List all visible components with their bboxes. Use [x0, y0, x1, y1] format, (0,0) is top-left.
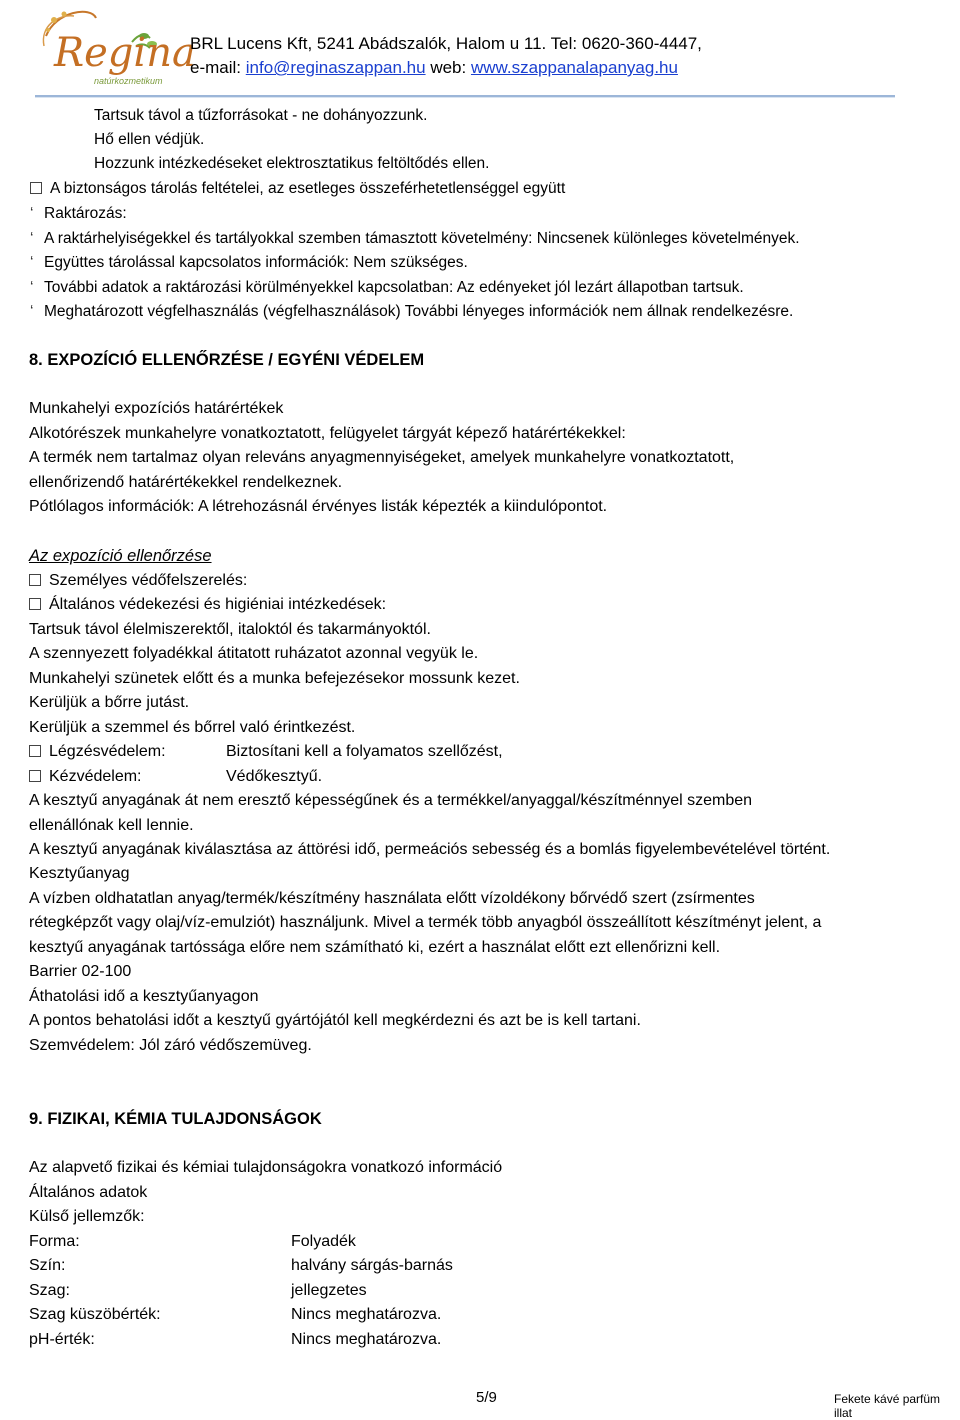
- s9-line: Általános adatok: [29, 1184, 148, 1201]
- protection-label: Kézvédelem:: [49, 768, 142, 785]
- hygiene-line: Kerüljük a bőrre jutást.: [29, 694, 190, 711]
- glove-line: Barrier 02-100: [29, 963, 132, 980]
- s7-tick-item: [30, 251, 468, 276]
- property-value: Nincs meghatározva.: [291, 1331, 442, 1348]
- header-contact: [190, 57, 678, 79]
- protection-value: Védőkesztyű.: [226, 768, 323, 785]
- s8-line: Munkahelyi expozíciós határértékek: [29, 400, 284, 417]
- hygiene-line: Munkahelyi szünetek előtt és a munka befejezésekor mossunk kezet.: [29, 670, 520, 687]
- glove-line: ellenállónak kell lennie.: [29, 817, 194, 834]
- s8-bullet-item: [29, 593, 386, 618]
- header-address: BRL Lucens Kft, 5241 Abádszalók, Halom u 11. Tel: 0620-360-4447,: [190, 34, 702, 53]
- s8-line: A termék nem tartalmaz olyan releváns anyagmennyiségeket, amelyek munkahelyre vonatkoztatott,: [29, 449, 735, 466]
- s8-bullet-text: Személyes védőfelszerelés:: [49, 572, 248, 589]
- s7-tick-text: Raktározás:: [44, 205, 127, 222]
- s7-tick-text: A raktárhelyiségekkel és tartályokkal szemben támasztott követelmény: Nincsenek különleges követelmények.: [44, 230, 800, 247]
- s7-tick-item: [30, 202, 127, 227]
- tick-bullet-icon: ‘: [30, 254, 34, 271]
- glove-line: rétegképzőt vagy olaj/víz-emulziót) használjunk. Mivel a termék több anyagból összeállított készítményt jelent, a: [29, 914, 822, 931]
- checkbox-bullet-icon: [29, 745, 41, 757]
- email-label: e-mail:: [190, 58, 242, 77]
- tick-bullet-icon: ‘: [30, 205, 34, 222]
- protection-row: [29, 765, 142, 790]
- page-number: 5/9: [476, 1389, 497, 1406]
- s7-bullet-item: [30, 177, 565, 202]
- hygiene-line: A szennyezett folyadékkal átitatott ruházatot azonnal vegyük le.: [29, 645, 479, 662]
- glove-line: Áthatolási idő a kesztyűanyagon: [29, 988, 259, 1005]
- web-link[interactable]: www.szappanalapanyag.hu: [470, 58, 678, 77]
- glove-line: A kesztyű anyagának kiválasztása az áttörési idő, permeációs sebesség és a bomlás figyelembevételével történt.: [29, 841, 831, 858]
- s7-tick-text: Együttes tárolással kapcsolatos információk: Nem szükséges.: [44, 254, 468, 271]
- protection-label: Légzésvédelem:: [49, 743, 166, 760]
- s8-line: Alkotórészek munkahelyre vonatkoztatott, felügyelet tárgyát képező határértékekkel:: [29, 425, 626, 442]
- glove-line: Kesztyűanyag: [29, 865, 130, 882]
- property-value: jellegzetes: [291, 1282, 367, 1299]
- checkbox-bullet-icon: [30, 182, 42, 194]
- property-label: Szag küszöbérték:: [29, 1306, 161, 1323]
- s8-bullet-text: Általános védekezési és higiéniai intézkedések:: [49, 596, 387, 613]
- s7-bullet-text: A biztonságos tárolás feltételei, az esetleges összeférhetetlenséggel együtt: [50, 180, 566, 197]
- logo-subtext: natúrkozmetikum: [94, 76, 163, 86]
- checkbox-bullet-icon: [29, 574, 41, 586]
- exposure-control-subheading: Az expozíció ellenőrzése: [29, 547, 212, 565]
- protection-value: Biztosítani kell a folyamatos szellőzést,: [226, 743, 503, 760]
- s7-tick-item: [30, 276, 744, 301]
- s8-line: Pótlólagos információk: A létrehozásnál érvényes listák képezték a kiindulópontot.: [29, 498, 608, 515]
- property-value: Nincs meghatározva.: [291, 1306, 442, 1323]
- glove-line: kesztyű anyagának tartóssága előre nem számítható ki, ezért a használat előtt ezt ellenőrizni kell.: [29, 939, 721, 956]
- tick-bullet-icon: ‘: [30, 230, 34, 247]
- checkbox-bullet-icon: [29, 770, 41, 782]
- s7-tick-text: További adatok a raktározási körülményekkel kapcsolatban: Az edényeket jól lezárt állapotban tartsuk.: [44, 279, 744, 296]
- property-label: Szag:: [29, 1282, 70, 1299]
- header-divider-shadow: [35, 97, 895, 98]
- s8-bullet-item: [29, 569, 247, 594]
- section8-heading: 8. EXPOZÍCIÓ ELLENŐRZÉSE / EGYÉNI VÉDELEM: [29, 351, 425, 369]
- property-value: Folyadék: [291, 1233, 356, 1250]
- s7-tick-item: [30, 227, 800, 252]
- s7-line-2: Hő ellen védjük.: [94, 131, 205, 148]
- email-link[interactable]: info@reginaszappan.hu: [245, 58, 426, 77]
- s7-line-3: Hozzunk intézkedéseket elektrosztatikus feltöltődés ellen.: [94, 155, 490, 172]
- s7-line-1: Tartsuk távol a tűzforrásokat - ne dohányozzunk.: [94, 107, 428, 124]
- glove-line: A pontos behatolási időt a kesztyű gyártójától kell megkérdezni és azt be is kell tartani.: [29, 1012, 641, 1029]
- s8-line: ellenőrizendő határértékekkel rendelkeznek.: [29, 474, 343, 491]
- web-label: web:: [430, 58, 467, 77]
- hygiene-line: Tartsuk távol élelmiszerektől, italoktól és takarmányoktól.: [29, 621, 431, 638]
- checkbox-bullet-icon: [29, 598, 41, 610]
- s9-line: Az alapvető fizikai és kémiai tulajdonságokra vonatkozó információ: [29, 1159, 503, 1176]
- tick-bullet-icon: ‘: [30, 279, 34, 296]
- property-label: pH-érték:: [29, 1331, 95, 1348]
- tick-bullet-icon: ‘: [30, 303, 34, 320]
- protection-row: [29, 740, 166, 765]
- hygiene-line: Kerüljük a szemmel és bőrrel való érintkezést.: [29, 719, 356, 736]
- s7-tick-text: Meghatározott végfelhasználás (végfelhasználások) További lényeges információk nem állnak rendelkezésre.: [44, 303, 794, 320]
- product-name: Fekete kávé parfüm illat: [834, 1392, 941, 1420]
- section9-heading: 9. FIZIKAI, KÉMIA TULAJDONSÁGOK: [29, 1110, 322, 1128]
- company-logo: [36, 6, 196, 90]
- glove-line: A kesztyű anyagának át nem eresztő képességűnek és a termékkel/anyaggal/készítménnyel szemben: [29, 792, 753, 809]
- property-label: Forma:: [29, 1233, 80, 1250]
- s9-line: Külső jellemzők:: [29, 1208, 145, 1225]
- logo-wordmark: Regina: [54, 30, 196, 76]
- property-label: Szín:: [29, 1257, 66, 1274]
- s7-tick-item: [30, 300, 793, 325]
- glove-line: Szemvédelem: Jól záró védőszemüveg.: [29, 1037, 312, 1054]
- property-value: halvány sárgás-barnás: [291, 1257, 453, 1274]
- glove-line: A vízben oldhatatlan anyag/termék/készítmény használata előtt vízoldékony bőrvédő szert (zsírmentes: [29, 890, 755, 907]
